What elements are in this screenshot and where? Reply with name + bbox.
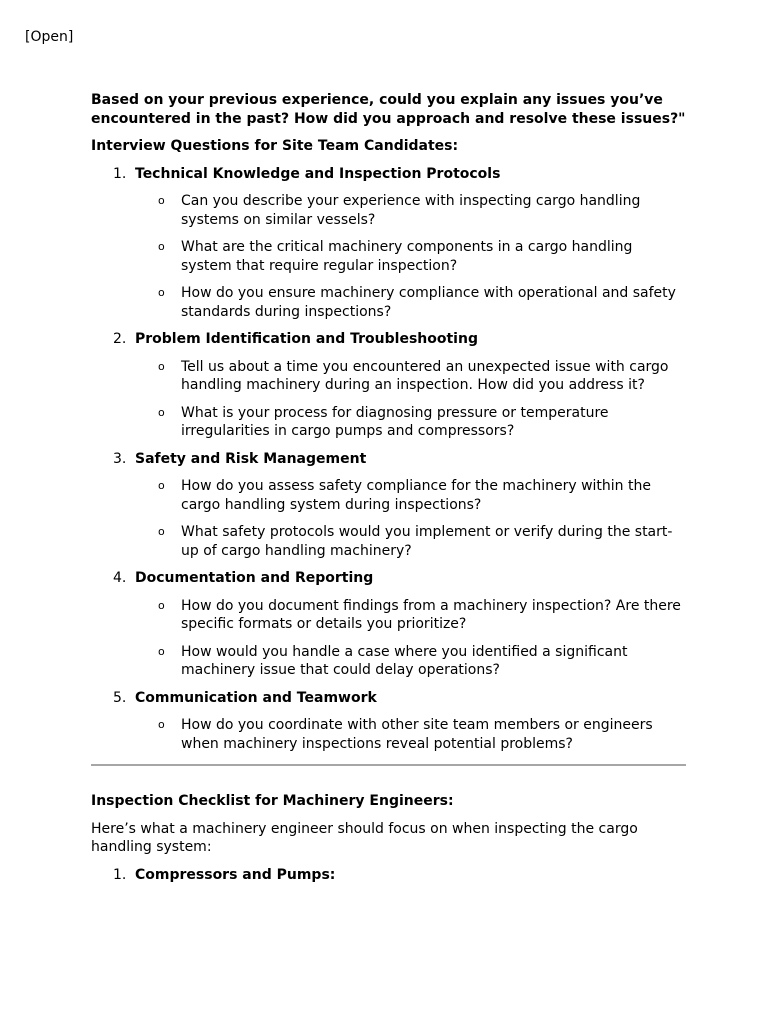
bullet-icon: o <box>158 194 165 207</box>
question-text: How do you document findings from a machinery inspection? Are there specific formats or details you prioritize? <box>181 597 681 632</box>
section-heading: Safety and Risk Management <box>135 450 367 467</box>
section-heading: Communication and Teamwork <box>135 689 377 706</box>
question-text: What safety protocols would you implement or verify during the start-up of cargo handling machinery? <box>181 524 673 559</box>
checklist-section-title: Inspection Checklist for Machinery Engineers: <box>91 793 454 809</box>
section-number: 3. <box>113 450 127 467</box>
section-heading: Technical Knowledge and Inspection Protocols <box>135 165 501 182</box>
bullet-icon: o <box>158 286 165 299</box>
bullet-icon: o <box>158 718 165 731</box>
bullet-icon: o <box>158 359 165 373</box>
interview-section <box>91 450 686 561</box>
question-text: How do you ensure machinery compliance with operational and safety standards during inspections? <box>181 285 676 320</box>
question-item <box>135 643 686 680</box>
question-list <box>135 358 686 441</box>
question-list <box>135 192 686 321</box>
interview-section <box>91 689 686 754</box>
bullet-icon: o <box>158 240 165 253</box>
question-text: What are the critical machinery components in a cargo handling system that require regular inspection? <box>181 239 633 274</box>
section-heading: Documentation and Reporting <box>135 570 374 586</box>
question-item <box>135 238 686 275</box>
section-number: 5. <box>113 689 127 706</box>
question-text: Tell us about a time you encountered an unexpected issue with cargo handling machinery during an inspection. How did you address it? <box>181 358 669 393</box>
bullet-icon: o <box>158 644 165 658</box>
question-item <box>135 477 686 514</box>
checklist-item <box>91 866 686 885</box>
section-number: 2. <box>113 331 127 347</box>
section-heading: Problem Identification and Troubleshooting <box>135 331 478 347</box>
question-item <box>135 358 686 395</box>
question-text: What is your process for diagnosing pressure or temperature irregularities in cargo pumps and compressors? <box>181 404 609 439</box>
question-list <box>135 477 686 560</box>
interview-section <box>91 569 686 680</box>
intro-question: Based on your previous experience, could you explain any issues you’ve encountered in the past? How did you approach and resolve these issues?" <box>91 92 686 127</box>
checklist-heading: Compressors and Pumps: <box>135 866 336 883</box>
document-body <box>91 91 686 893</box>
bullet-icon: o <box>158 525 165 538</box>
bullet-icon: o <box>158 598 165 612</box>
question-item <box>135 192 686 229</box>
question-item <box>135 284 686 321</box>
classification-tag: [Open] <box>25 29 74 45</box>
horizontal-divider <box>91 764 686 766</box>
question-item <box>135 597 686 634</box>
question-item <box>135 716 686 753</box>
checklist-list <box>91 866 686 885</box>
question-text: Can you describe your experience with inspecting cargo handling systems on similar vessels? <box>181 193 641 228</box>
interview-section <box>91 330 686 441</box>
interview-question-list <box>91 165 686 754</box>
question-list <box>135 597 686 680</box>
question-text: How do you coordinate with other site team members or engineers when machinery inspections reveal potential problems? <box>181 717 653 752</box>
checklist-number: 1. <box>113 866 127 883</box>
section-number: 1. <box>113 165 127 182</box>
question-list <box>135 716 686 753</box>
checklist-intro: Here’s what a machinery engineer should focus on when inspecting the cargo handling system: <box>91 820 638 855</box>
bullet-icon: o <box>158 405 165 419</box>
question-item <box>135 523 686 560</box>
question-item <box>135 404 686 441</box>
interview-section-title: Interview Questions for Site Team Candidates: <box>91 138 459 154</box>
bullet-icon: o <box>158 479 165 492</box>
question-text: How would you handle a case where you identified a significant machinery issue that could delay operations? <box>181 643 628 678</box>
interview-section <box>91 165 686 322</box>
section-number: 4. <box>113 570 127 586</box>
question-text: How do you assess safety compliance for the machinery within the cargo handling system during inspections? <box>181 478 651 513</box>
